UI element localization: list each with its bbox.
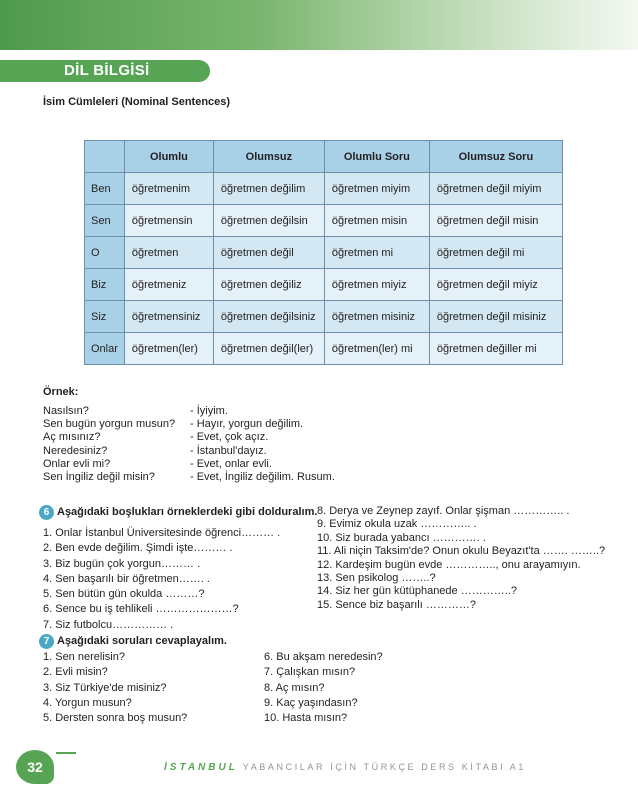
footer-text: YABANCILAR İÇİN TÜRKÇE DERS KİTABI A1	[242, 762, 527, 772]
list-item: 9. Evimiz okula uzak ………….. .	[317, 518, 477, 531]
list-item: 7. Çalışkan mısın?	[264, 666, 356, 679]
table-cell: öğretmen miyiz	[324, 269, 429, 301]
table-row	[85, 205, 563, 237]
list-item: 5. Dersten sonra boş musun?	[43, 712, 188, 725]
section-tab	[0, 60, 210, 82]
table-cell: öğretmen misin	[324, 205, 429, 237]
list-item: 10. Siz burada yabancı …………. .	[317, 531, 486, 544]
table-cell: öğretmen değil	[213, 237, 324, 269]
exercise-7-left-list	[43, 651, 187, 727]
example-question: Aç mısınız?	[43, 431, 101, 444]
list-item: 3. Biz bugün çok yorgun……… .	[43, 557, 201, 570]
pronoun-cell: Biz	[85, 269, 125, 301]
list-item: 4. Yorgun musun?	[43, 696, 132, 709]
table-header-cell: Olumsuz Soru	[429, 141, 562, 173]
exercise-7-badge: 7	[39, 634, 54, 649]
example-answer: - Evet, onlar evli.	[190, 457, 272, 470]
pronoun-cell: Onlar	[85, 333, 125, 365]
table-row	[85, 173, 563, 205]
table-cell: öğretmen değil(ler)	[213, 333, 324, 365]
table-header-row	[85, 141, 563, 173]
list-item: 12. Kardeşim bugün evde ………….., onu arayamıyın.	[317, 558, 581, 571]
example-question: Sen bugün yorgun musun?	[43, 418, 176, 431]
list-item: 5. Sen bütün gün okulda ………?	[43, 588, 205, 601]
table-cell: öğretmensiniz	[124, 301, 213, 333]
list-item: 2. Ben evde değilim. Şimdi işte……… .	[43, 542, 233, 555]
table-header-cell: Olumlu	[124, 141, 213, 173]
table-cell: öğretmen değil miyiz	[429, 269, 562, 301]
list-item: 1. Sen nerelisin?	[43, 651, 125, 663]
table-cell: öğretmen değil misiniz	[429, 301, 562, 333]
table-row	[85, 237, 563, 269]
example-answer: - Hayır, yorgun değilim.	[190, 418, 304, 431]
table-cell: öğretmen	[124, 237, 213, 269]
exercise-6-right-list	[317, 505, 605, 612]
example-question: Sen İngiliz değil misin?	[43, 470, 155, 483]
list-item: 15. Sence biz başarılı …………?	[317, 598, 476, 611]
table-cell: öğretmen değilim	[213, 173, 324, 205]
table-header-cell: Olumsuz	[213, 141, 324, 173]
example-question: Neredesiniz?	[43, 444, 108, 457]
list-item: 14. Siz her gün kütüphanede …………..?	[317, 585, 517, 598]
pronoun-cell: O	[85, 237, 125, 269]
exercise-7-right-list	[264, 651, 383, 727]
example-answer: - Evet, İngiliz değilim. Rusum.	[190, 470, 335, 483]
example-answer: - Evet, çok açız.	[190, 431, 269, 444]
pronoun-cell: Sen	[85, 205, 125, 237]
exercise-6-left-list	[43, 527, 280, 634]
exercise-6-badge: 6	[39, 505, 54, 520]
example-answer: - İyiyim.	[190, 405, 228, 417]
pronoun-cell: Ben	[85, 173, 125, 205]
list-item: 6. Bu akşam neredesin?	[264, 651, 383, 663]
table-cell: öğretmen değil miyim	[429, 173, 562, 205]
example-answer: - İstanbul'dayız.	[190, 444, 267, 457]
example-question: Onlar evli mi?	[43, 457, 111, 470]
footer-brand: İSTANBUL	[164, 762, 238, 773]
example-question: Nasılsın?	[43, 405, 89, 417]
list-item: 10. Hasta mısın?	[264, 712, 348, 725]
table-cell: öğretmensin	[124, 205, 213, 237]
topic-subtitle: İsim Cümleleri (Nominal Sentences)	[43, 96, 231, 108]
list-item: 8. Derya ve Zeynep zayıf. Onlar şişman ………….. .	[317, 505, 570, 517]
list-item: 8. Aç mısın?	[264, 681, 325, 694]
footer-book-title	[164, 762, 526, 773]
list-item: 11. Ali niçin Taksim'de? Onun okulu Beyazıt'ta ……. ……..?	[317, 545, 606, 558]
table-cell: öğretmen mi	[324, 237, 429, 269]
table-cell: öğretmen değilsin	[213, 205, 324, 237]
table-cell: öğretmenim	[124, 173, 213, 205]
list-item: 3. Siz Türkiye'de misiniz?	[43, 681, 167, 694]
table-cell: öğretmen değil misin	[429, 205, 562, 237]
list-item: 1. Onlar İstanbul Üniversitesinde öğrenci……… .	[43, 527, 281, 539]
list-item: 2. Evli misin?	[43, 666, 108, 679]
page-number: 32	[16, 750, 54, 784]
example-title: Örnek:	[43, 386, 79, 398]
table-cell: öğretmen değiller mi	[429, 333, 562, 365]
example-questions	[43, 405, 175, 484]
footer-divider	[56, 752, 76, 754]
top-decorative-band	[0, 0, 638, 50]
table-cell: öğretmen(ler) mi	[324, 333, 429, 365]
table-row	[85, 269, 563, 301]
table-cell: öğretmen değilsiniz	[213, 301, 324, 333]
list-item: 4. Sen başarılı bir öğretmen……. .	[43, 572, 210, 585]
table-header-cell	[85, 141, 125, 173]
pronoun-cell: Siz	[85, 301, 125, 333]
table-header-cell: Olumlu Soru	[324, 141, 429, 173]
table-cell: öğretmen değil mi	[429, 237, 562, 269]
table-cell: öğretmen değiliz	[213, 269, 324, 301]
table-cell: öğretmen miyim	[324, 173, 429, 205]
table-row	[85, 333, 563, 365]
conjugation-table	[84, 140, 563, 365]
example-answers	[190, 405, 335, 484]
section-title: DİL BİLGİSİ	[64, 62, 150, 79]
exercise-6-title: Aşağıdaki boşlukları örneklerdeki gibi dolduralım.	[57, 506, 318, 518]
table-row	[85, 301, 563, 333]
list-item: 7. Siz futbolcu…………… .	[43, 618, 174, 631]
table-cell: öğretmeniz	[124, 269, 213, 301]
list-item: 9. Kaç yaşındasın?	[264, 696, 358, 709]
exercise-7-title: Aşağıdaki soruları cevaplayalım.	[57, 635, 227, 647]
table-cell: öğretmen(ler)	[124, 333, 213, 365]
list-item: 6. Sence bu iş tehlikeli …………………?	[43, 603, 239, 616]
list-item: 13. Sen psikolog ……..?	[317, 571, 436, 584]
table-cell: öğretmen misiniz	[324, 301, 429, 333]
